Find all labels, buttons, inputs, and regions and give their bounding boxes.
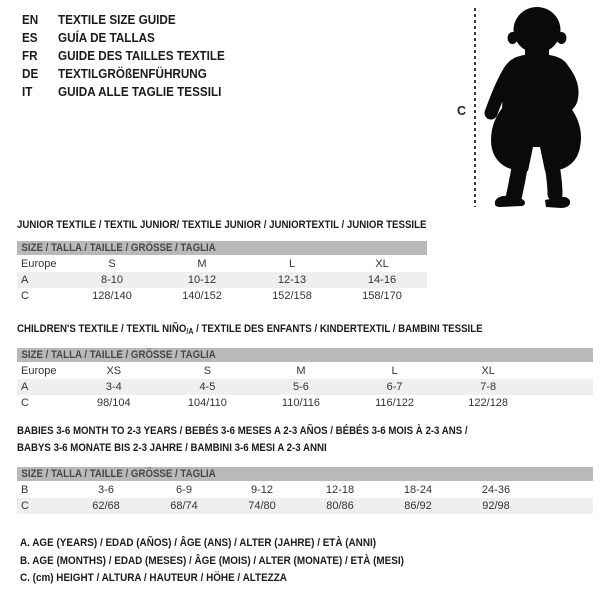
table-title-line: BABIES 3-6 MONTH TO 2-3 YEARS / BEBÉS 3-6 MESES A 2-3 AÑOS / BÉBÉS 3-6 MOIS À 2-3 ANS / xyxy=(17,425,468,437)
table-title-subscript: /A xyxy=(186,327,194,336)
size-cell: 5-6 xyxy=(293,381,309,393)
size-cell: 140/152 xyxy=(182,290,222,302)
table-row xyxy=(17,482,593,498)
footnote: B. AGE (MONTHS) / EDAD (MESES) / ÂGE (MOIS) / ALTER (MONATE) / ETÀ (MESI) xyxy=(20,554,404,567)
language-title: GUIDA ALLE TAGLIE TESSILI xyxy=(58,84,222,99)
row-label-cell: B xyxy=(21,484,29,496)
size-cell: 14-16 xyxy=(367,274,397,286)
language-code: ES xyxy=(22,30,38,45)
size-cell: 10-12 xyxy=(187,274,217,286)
size-cell: 6-9 xyxy=(176,484,192,496)
size-cell: 80/86 xyxy=(326,500,354,512)
size-header-text: SIZE / TALLA / TAILLE / GRÖSSE / TAGLIA xyxy=(21,468,216,480)
language-code: FR xyxy=(22,48,38,63)
table-row xyxy=(17,256,427,272)
language-code: IT xyxy=(22,84,33,99)
size-cell: S xyxy=(108,258,116,270)
row-label-cell: C xyxy=(21,500,29,512)
size-cell: 8-10 xyxy=(100,274,124,286)
table-title-text: / TEXTILE DES ENFANTS / KINDERTEXTIL / BAMBINI TESSILE xyxy=(193,323,483,335)
row-label-cell: Europe xyxy=(21,258,57,270)
size-cell: 68/74 xyxy=(170,500,198,512)
size-cell: 110/116 xyxy=(281,397,321,409)
size-cell: L xyxy=(391,365,398,377)
size-cell: 122/128 xyxy=(468,397,509,409)
size-cell: 3-4 xyxy=(105,381,122,393)
size-header-band xyxy=(17,467,593,481)
size-cell: 7-8 xyxy=(480,381,497,393)
size-cell: 74/80 xyxy=(248,500,276,512)
size-cell: 12-13 xyxy=(277,274,307,286)
language-row xyxy=(22,65,225,83)
table-row xyxy=(17,272,427,288)
size-cell: 152/158 xyxy=(272,290,312,302)
language-title-list xyxy=(22,11,247,101)
table-row xyxy=(17,363,593,379)
size-header-band xyxy=(17,241,427,255)
size-cell: 158/170 xyxy=(362,290,402,302)
table-row xyxy=(17,288,427,304)
language-code: DE xyxy=(22,66,39,81)
language-row xyxy=(22,11,225,29)
junior-size-table xyxy=(17,218,427,304)
footnote: C. (cm) HEIGHT / ALTURA / HAUTEUR / HÖHE / ALTEZZA xyxy=(20,572,287,584)
language-title: GUIDE DES TAILLES TEXTILE xyxy=(58,48,225,63)
size-cell: 9-12 xyxy=(250,484,274,496)
size-cell: 104/110 xyxy=(187,397,227,409)
size-cell: M xyxy=(197,258,207,270)
language-row xyxy=(22,83,225,101)
footnote: A. AGE (YEARS) / EDAD (AÑOS) / ÂGE (ANS) / ALTER (JAHRE) / ETÀ (ANNI) xyxy=(20,537,377,549)
language-title: TEXTILGRÖßENFÜHRUNG xyxy=(58,66,207,81)
size-cell: 3-6 xyxy=(98,484,114,496)
size-cell: 4-5 xyxy=(199,381,216,393)
babies-size-table xyxy=(17,423,593,514)
size-cell: XL xyxy=(375,258,389,270)
height-measure-dashed-line xyxy=(474,8,476,207)
table-row xyxy=(17,395,593,411)
table-title xyxy=(17,218,427,233)
row-label-cell: A xyxy=(21,274,29,286)
size-cell: 6-7 xyxy=(386,381,403,393)
table-row xyxy=(17,498,593,514)
language-row xyxy=(22,29,225,47)
footnote-list xyxy=(20,535,447,588)
size-cell: L xyxy=(288,258,296,270)
size-header-text: SIZE / TALLA / TAILLE / GRÖSSE / TAGLIA xyxy=(21,349,216,361)
table-title-line: JUNIOR TEXTILE / TEXTIL JUNIOR/ TEXTILE JUNIOR / JUNIORTEXTIL / JUNIOR TESSILE xyxy=(17,219,427,231)
size-cell: 12-18 xyxy=(325,484,355,496)
table-title-line: BABYS 3-6 MONATE BIS 2-3 JAHRE / BAMBINI 3-6 MESI A 2-3 ANNI xyxy=(17,442,327,454)
row-label-cell: C xyxy=(21,290,29,302)
children-size-table xyxy=(17,322,593,411)
language-row xyxy=(22,47,225,65)
size-cell: 128/140 xyxy=(92,290,132,302)
size-cell: S xyxy=(203,365,212,377)
size-cell: 92/98 xyxy=(482,500,510,512)
row-label-cell: Europe xyxy=(21,365,57,377)
size-header-text: SIZE / TALLA / TAILLE / GRÖSSE / TAGLIA xyxy=(21,242,216,254)
row-label-cell: C xyxy=(21,397,29,409)
size-cell: 24-36 xyxy=(481,484,511,496)
row-label-cell: A xyxy=(21,381,29,393)
height-measure-label: C xyxy=(457,104,467,118)
size-cell: XL xyxy=(481,365,495,377)
baby-silhouette xyxy=(483,7,583,209)
size-header-band xyxy=(17,348,593,362)
size-cell: M xyxy=(296,365,306,377)
size-cell: XS xyxy=(106,365,122,377)
size-cell: 116/122 xyxy=(375,397,415,409)
size-cell: 18-24 xyxy=(403,484,433,496)
size-cell: 86/92 xyxy=(404,500,432,512)
table-row xyxy=(17,379,593,395)
size-cell: 62/68 xyxy=(92,500,120,512)
table-title-text: CHILDREN'S TEXTILE / TEXTIL NIÑO xyxy=(17,323,187,335)
language-title: GUÍA DE TALLAS xyxy=(58,30,155,45)
language-code: EN xyxy=(22,12,39,27)
table-title xyxy=(17,423,524,457)
size-cell: 98/104 xyxy=(96,397,131,409)
language-title: TEXTILE SIZE GUIDE xyxy=(58,12,176,27)
table-title xyxy=(17,322,524,339)
